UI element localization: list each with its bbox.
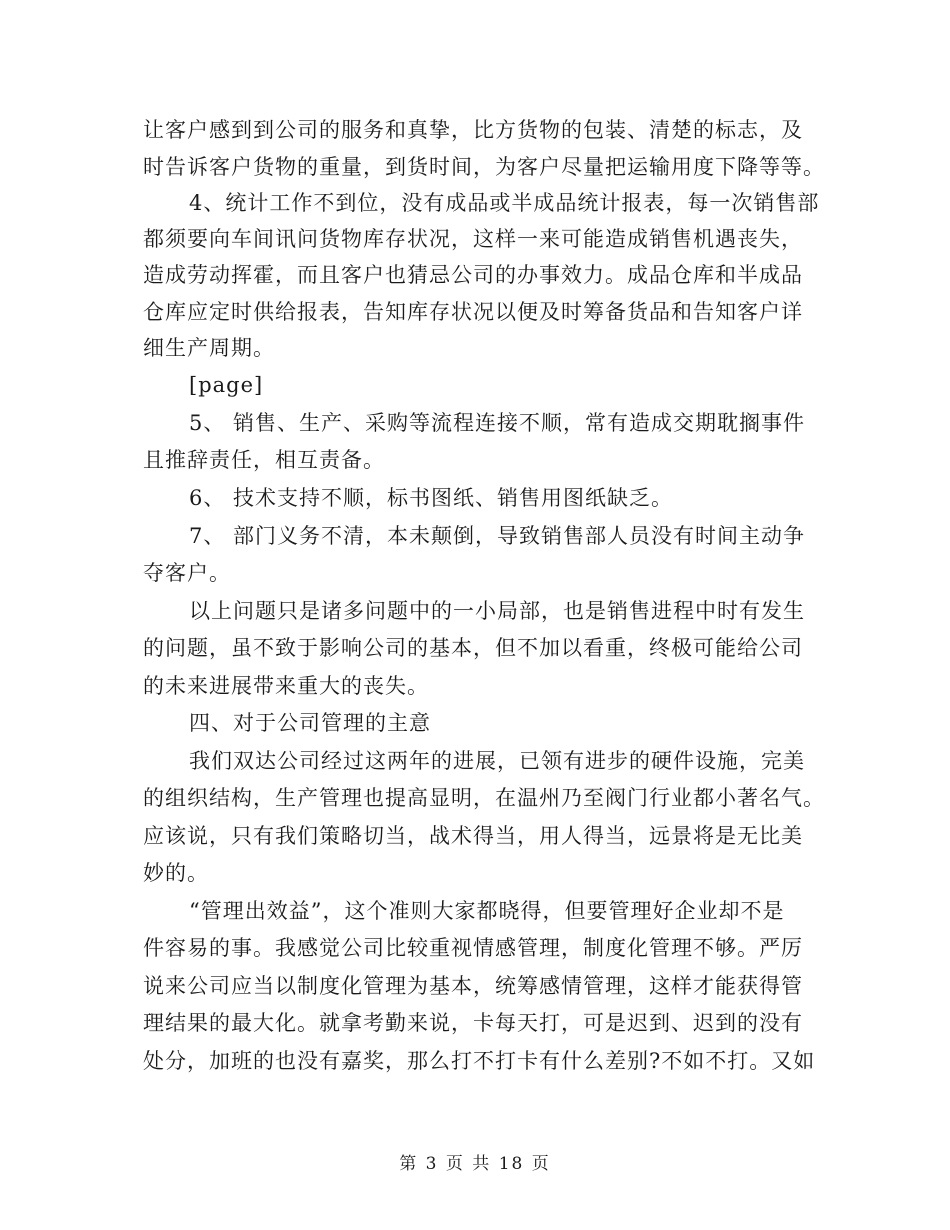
body-text-line: 件容易的事。我感觉公司比较重视情感管理，制度化管理不够。严厉 <box>143 936 803 960</box>
body-text-line: 都须要向车间讯问货物库存状况，这样一来可能造成销售机遇丧失， <box>143 227 803 251</box>
body-text-line: 应该说，只有我们策略切当，战术得当，用人得当，远景将是无比美 <box>143 824 803 848</box>
body-text-line: “管理出效益”，这个准则大家都晓得，但要管理好企业却不是 <box>189 899 785 923</box>
body-text-line: 6、 技术支持不顺，标书图纸、销售用图纸缺乏。 <box>189 486 674 510</box>
body-text-line: 时告诉客户货物的重量，到货时间，为客户尽量把运输用度下降等等。 <box>143 155 825 179</box>
body-text-line: 仓库应定时供给报表，告知库存状况以便及时筹备货品和告知客户详 <box>143 300 803 324</box>
body-text-line: 的组织结构，生产管理也提高显明，在温州乃至阀门行业都小著名气。 <box>143 786 825 810</box>
body-text-line: 夺客户。 <box>143 561 231 585</box>
body-text-line: 细生产周期。 <box>143 336 275 360</box>
body-text-line: 妙的。 <box>143 861 209 885</box>
body-text-line: 我们双达公司经过这两年的进展，已领有进步的硬件设施，完美 <box>189 749 805 773</box>
body-text-line: 理结果的最大化。就拿考勤来说，卡每天打，可是迟到、迟到的没有 <box>143 1011 803 1035</box>
body-text-line: 且推辞责任，相互责备。 <box>143 448 385 472</box>
body-text-line: 让客户感到到公司的服务和真挚，比方货物的包装、清楚的标志，及 <box>143 118 803 142</box>
body-text-line: 说来公司应当以制度化管理为基本，统筹感情管理，这样才能获得管 <box>143 974 803 998</box>
page-marker: [page] <box>189 373 264 397</box>
body-text-line: 4、统计工作不到位，没有成品或半成品统计报表，每一次销售部 <box>189 191 820 215</box>
body-text-line: 5、 销售、生产、采购等流程连接不顺，常有造成交期耽搁事件 <box>189 411 806 435</box>
body-text-line: 造成劳动挥霍，而且客户也猜忌公司的办事效力。成品仓库和半成品 <box>143 263 803 287</box>
body-text-line: 7、 部门义务不清，本未颠倒，导致销售部人员没有时间主动争 <box>189 524 806 548</box>
body-text-line: 的未来进展带来重大的丧失。 <box>143 674 429 698</box>
section-heading: 四、对于公司管理的主意 <box>189 711 431 735</box>
page-footer: 第 3 页 共 18 页 <box>399 1154 551 1174</box>
body-text-line: 以上问题只是诸多问题中的一小局部，也是销售进程中时有发生 <box>189 599 805 623</box>
body-text-line: 的问题，虽不致于影响公司的基本，但不加以看重，终极可能给公司 <box>143 636 803 660</box>
body-text-line: 处分，加班的也没有嘉奖，那么打不打卡有什么差别?不如不打。又如 <box>143 1049 816 1073</box>
